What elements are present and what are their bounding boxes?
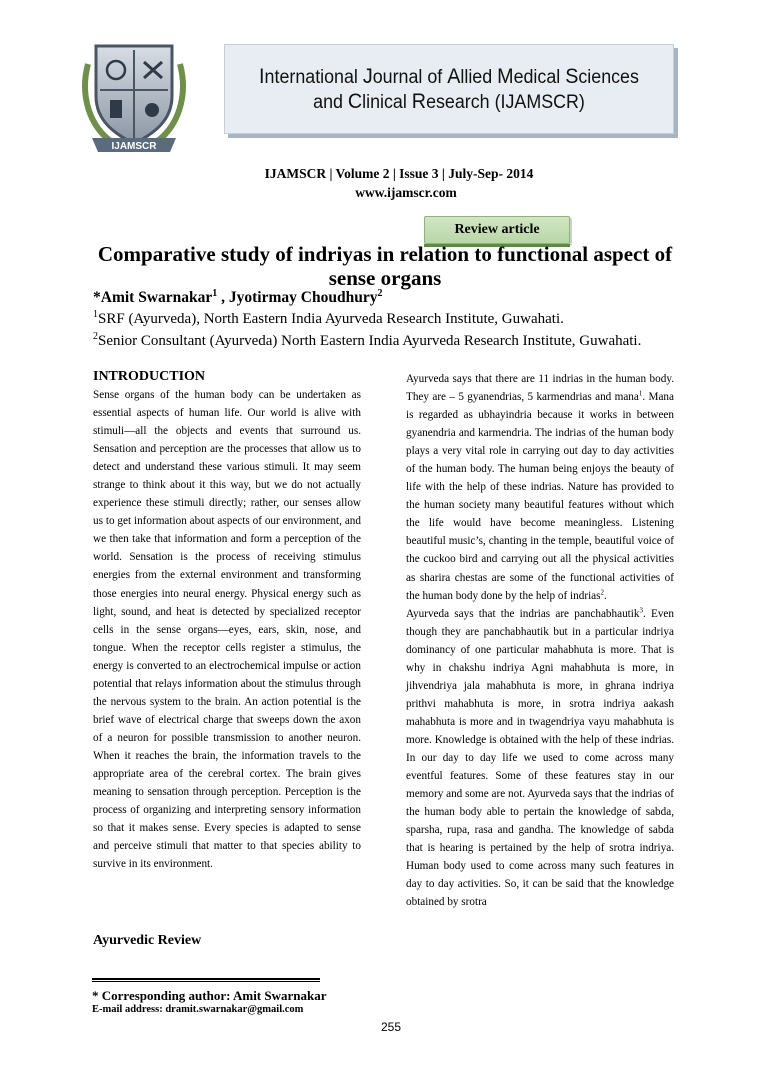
issue-info: IJAMSCR | Volume 2 | Issue 3 | July-Sep- 2014 bbox=[264, 166, 534, 181]
citation-mark: 1 bbox=[638, 389, 643, 398]
article-type-badge bbox=[424, 216, 570, 244]
affiliation-2: $^2$Senior Consultant (Ayurveda) North Eastern India Ayurveda Research Institute, Guwahati. bbox=[93, 331, 642, 349]
journal-logo bbox=[78, 34, 190, 162]
paragraph: Sense organs of the human body can be undertaken as essential aspects of human life. Our world is alive with stimuli—all the objects and events that surround us. Sensation and perception are the processes that allow us to detect and understand these various stimuli. It may seem strange to think about it this way, but we do not actually experience these stimuli directly; rather, our senses allow us to get information about aspects of our environment, and we then take that information and form a perception of the world. Sensation is the process of receiving stimulus energies from the external environment and transforming those energies into neural energy. Physical energy such as light, sound, and heat is detected by specialized receptor cells in the sense organs—eyes, ears, skin, nose, and tongue. When the receptor cells register a stimulus, the energy is converted to an electrochemical impulse or action potential that relays information about the stimulus through the nervous system to the brain. An action potential is the brief wave of electrical charge that sweeps down the axon of a neuron for possible transmission to another neuron. When it reaches the brain, the information travels to the appropriate area of the cerebral cortex. The brain gives meaning to sensation through perception. Perception is the process of organizing and interpreting sensory information so that it makes sense. Every species is adapted to sense and perceive stimuli that matter to that species ability to survive in its environment. bbox=[93, 389, 361, 871]
paragraph: Ayurveda says that there are 11 indrias in the human body. They are – 5 gyanendrias, 5 karmendrias and mana$^1$. Mana is regarded as ubhayindria because it works in between gyanendria and karmendria. The indrias of the human body plays a very vital role in carrying out day to day activities of the human body. The human being enjoys the beauty of life with the help of these indrias. Nature has provided to the human society many beautiful features without which the life would have become meaningless. Listening beautiful music’s, chanting in the temple, beautiful voice of the cuckoo bird and carrying out all the physical activities as sharira chestas are some of the functional activities of the human body done by the help of indrias$^2$. bbox=[406, 373, 674, 602]
article-title: Comparative study of indriyas in relation to functional aspect of sense organs bbox=[97, 242, 673, 290]
corresponding-author: * Corresponding author: Amit Swarnakar bbox=[92, 988, 327, 1003]
author-line: *Amit Swarnakar$^1$ , Jyotirmay Choudhury$^2$ bbox=[93, 288, 383, 307]
page-number: 255 bbox=[380, 1020, 402, 1034]
author-affiliation-mark: 2 bbox=[377, 288, 383, 299]
journal-title-line1: International Journal of Allied Medical Sciences bbox=[259, 65, 639, 88]
logo-text: IJAMSCR bbox=[111, 141, 157, 152]
right-column-text bbox=[406, 370, 674, 911]
email-line bbox=[92, 1004, 303, 1015]
article-type-label: Review article bbox=[454, 222, 540, 237]
journal-title bbox=[238, 65, 659, 115]
affiliation-1: $^1$SRF (Ayurveda), North Eastern India Ayurveda Research Institute, Guwahati. bbox=[93, 309, 564, 327]
citation-mark: 3 bbox=[639, 605, 643, 614]
journal-title-line2: and Clinical Research (IJAMSCR) bbox=[313, 90, 585, 113]
journal-url[interactable]: www.ijamscr.com bbox=[355, 185, 457, 200]
author-affiliation-mark: 1 bbox=[212, 288, 218, 299]
footnote-rule bbox=[92, 978, 320, 980]
email-label: E-mail address bbox=[92, 1004, 160, 1015]
section-heading-ayurvedic-review: Ayurvedic Review bbox=[93, 933, 202, 948]
journal-title-box bbox=[224, 44, 674, 134]
author-name: *Amit Swarnakar bbox=[93, 289, 213, 307]
author-name: Jyotirmay Choudhury bbox=[228, 289, 378, 307]
email-address[interactable]: : dramit.swarnakar@gmail.com bbox=[159, 1004, 304, 1015]
paragraph: Ayurveda says that the indrias are panchabhautik$^3$. Even though they are panchabhautik but in a particular indriya dominancy of one particular mahabhuta is more. That is why in chakshu indriya Agni mahabhuta is more, in jihvendriya jala mahabhuta is more, in ghrana indriya prithvi mahabhuta is more, in srotra indriya aakash mahabhuta is more and in twagendriya vayu mahabhuta is more. Knowledge is obtained with the help of these indrias. In our day to day life we used to come across many eventful features. Some of these features stay in our memory and some are not. Ayurveda says that the indrias of the human body able to pertain the knowledge of sabda, sparsha, rupa, rasa and gandha. The knowledge of sabda that is hearing is pertained by the help of srotra indriya. Human body used to come across many such features in day to day activities. So, it can be said that the knowledge obtained by srotra bbox=[406, 605, 674, 909]
introduction-text bbox=[93, 386, 361, 873]
citation-mark: 2 bbox=[600, 587, 604, 596]
section-heading-introduction: INTRODUCTION bbox=[93, 369, 206, 384]
